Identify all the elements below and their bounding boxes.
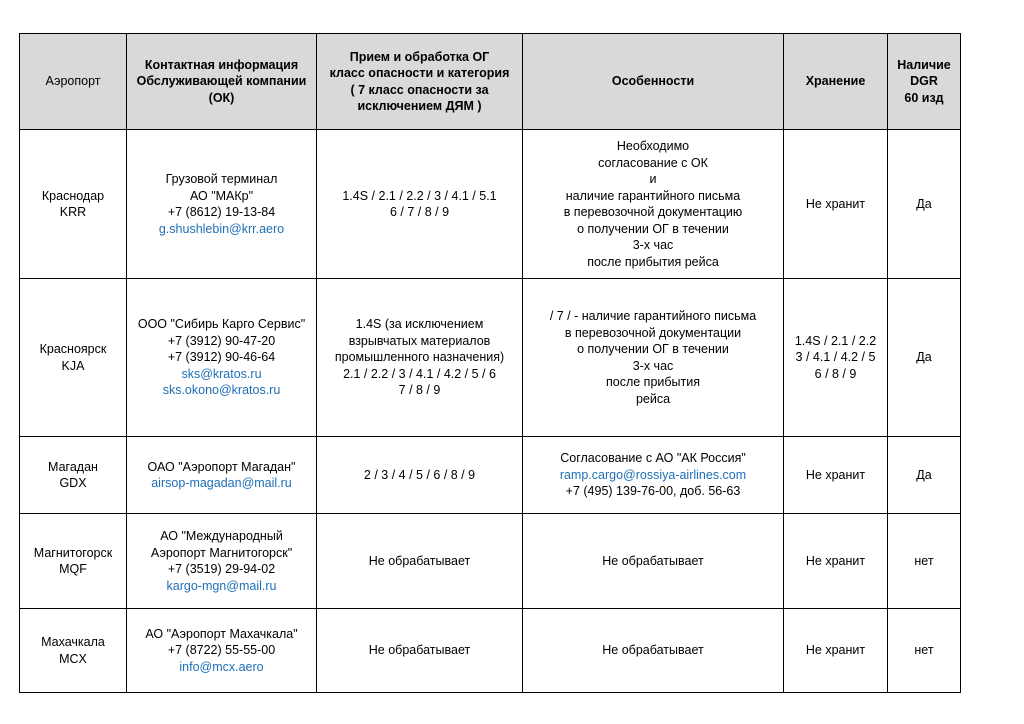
- cell-features: Согласование с АО "АК Россия" ramp.cargo@rossiya-airlines.com +7 (495) 139-76-00, доб. 56-63: [523, 437, 784, 514]
- cell-contact: АО "Аэропорт Махачкала" +7 (8722) 55-55-00 info@mcx.aero: [127, 609, 317, 693]
- email-link[interactable]: kargo-mgn@mail.ru: [166, 578, 277, 593]
- cell-airport: Магнитогорск MQF: [20, 514, 127, 609]
- cell-contact: ОАО "Аэропорт Магадан" airsop-magadan@mail.ru: [127, 437, 317, 514]
- table-header-row: [20, 34, 961, 130]
- cell-contact: Грузовой терминал АО "МАКр" +7 (8612) 19-13-84 g.shushlebin@krr.aero: [127, 130, 317, 279]
- cell-dgr: Да: [888, 437, 961, 514]
- header-dgr: Наличие DGR 60 изд: [888, 34, 961, 130]
- cell-dgr: Да: [888, 130, 961, 279]
- email-link[interactable]: airsop-magadan@mail.ru: [151, 476, 292, 490]
- cell-airport: Краснодар KRR: [20, 130, 127, 279]
- cell-dgr: Да: [888, 279, 961, 437]
- cell-features: Не обрабатывает: [523, 609, 784, 693]
- cell-storage: Не хранит: [784, 609, 888, 693]
- airports-dg-table: [19, 33, 961, 693]
- cell-processing: 1.4S / 2.1 / 2.2 / 3 / 4.1 / 5.1 6 / 7 / 8 / 9: [317, 130, 523, 279]
- cell-processing: Не обрабатывает: [317, 514, 523, 609]
- table-row-makhachkala: [20, 609, 961, 693]
- cell-airport: Махачкала MCX: [20, 609, 127, 693]
- cell-processing: 1.4S (за исключением взрывчатых материалов промышленного назначения) 2.1 / 2.2 / 3 / 4.1 / 4.2 / 5 / 6 7 / 8 / 9: [317, 279, 523, 437]
- email-link[interactable]: g.shushlebin@krr.aero: [158, 221, 285, 236]
- cell-contact: ООО "Сибирь Карго Сервис" +7 (3912) 90-47-20 +7 (3912) 90-46-64 sks@kratos.ru sks.okono@kratos.ru: [127, 279, 317, 437]
- cell-processing: Не обрабатывает: [317, 609, 523, 693]
- cell-contact: АО "Международный Аэропорт Магнитогорск" +7 (3519) 29-94-02 kargo-mgn@mail.ru: [127, 514, 317, 609]
- header-processing: Прием и обработка ОГ класс опасности и категория ( 7 класс опасности за исключением ДЯМ ): [317, 34, 523, 130]
- cell-processing: 2 / 3 / 4 / 5 / 6 / 8 / 9: [317, 437, 523, 514]
- header-storage: Хранение: [784, 34, 888, 130]
- cell-storage: Не хранит: [784, 130, 888, 279]
- cell-storage: Не хранит: [784, 437, 888, 514]
- header-airport: Аэропорт: [20, 34, 127, 130]
- cell-storage: Не хранит: [784, 514, 888, 609]
- cell-dgr: нет: [888, 609, 961, 693]
- email-link-secondary[interactable]: sks.okono@kratos.ru: [162, 383, 281, 398]
- cell-features: Не обрабатывает: [523, 514, 784, 609]
- cell-dgr: нет: [888, 514, 961, 609]
- table-row-krasnoyarsk: [20, 279, 961, 437]
- table-row-magnitogorsk: [20, 514, 961, 609]
- table-row-magadan: [20, 437, 961, 514]
- table-row-krasnodar: [20, 130, 961, 279]
- cell-airport: Красноярск KJA: [20, 279, 127, 437]
- cell-features: / 7 / - наличие гарантийного письма в перевозочной документации о получении ОГ в течении 3-х час после прибытия рейса: [523, 279, 784, 437]
- cell-storage: 1.4S / 2.1 / 2.2 3 / 4.1 / 4.2 / 5 6 / 8 / 9: [784, 279, 888, 437]
- email-link[interactable]: sks@kratos.ru: [181, 366, 262, 381]
- header-features: Особенности: [523, 34, 784, 130]
- email-link[interactable]: ramp.cargo@rossiya-airlines.com: [559, 467, 747, 482]
- header-contact: Контактная информация Обслуживающей компании (ОК): [127, 34, 317, 130]
- cell-airport: Магадан GDX: [20, 437, 127, 514]
- cell-features: Необходимо согласование с ОК и наличие гарантийного письма в перевозочной документацию о получении ОГ в течении 3-х час после прибытия рейса: [523, 130, 784, 279]
- email-link[interactable]: info@mcx.aero: [179, 659, 264, 674]
